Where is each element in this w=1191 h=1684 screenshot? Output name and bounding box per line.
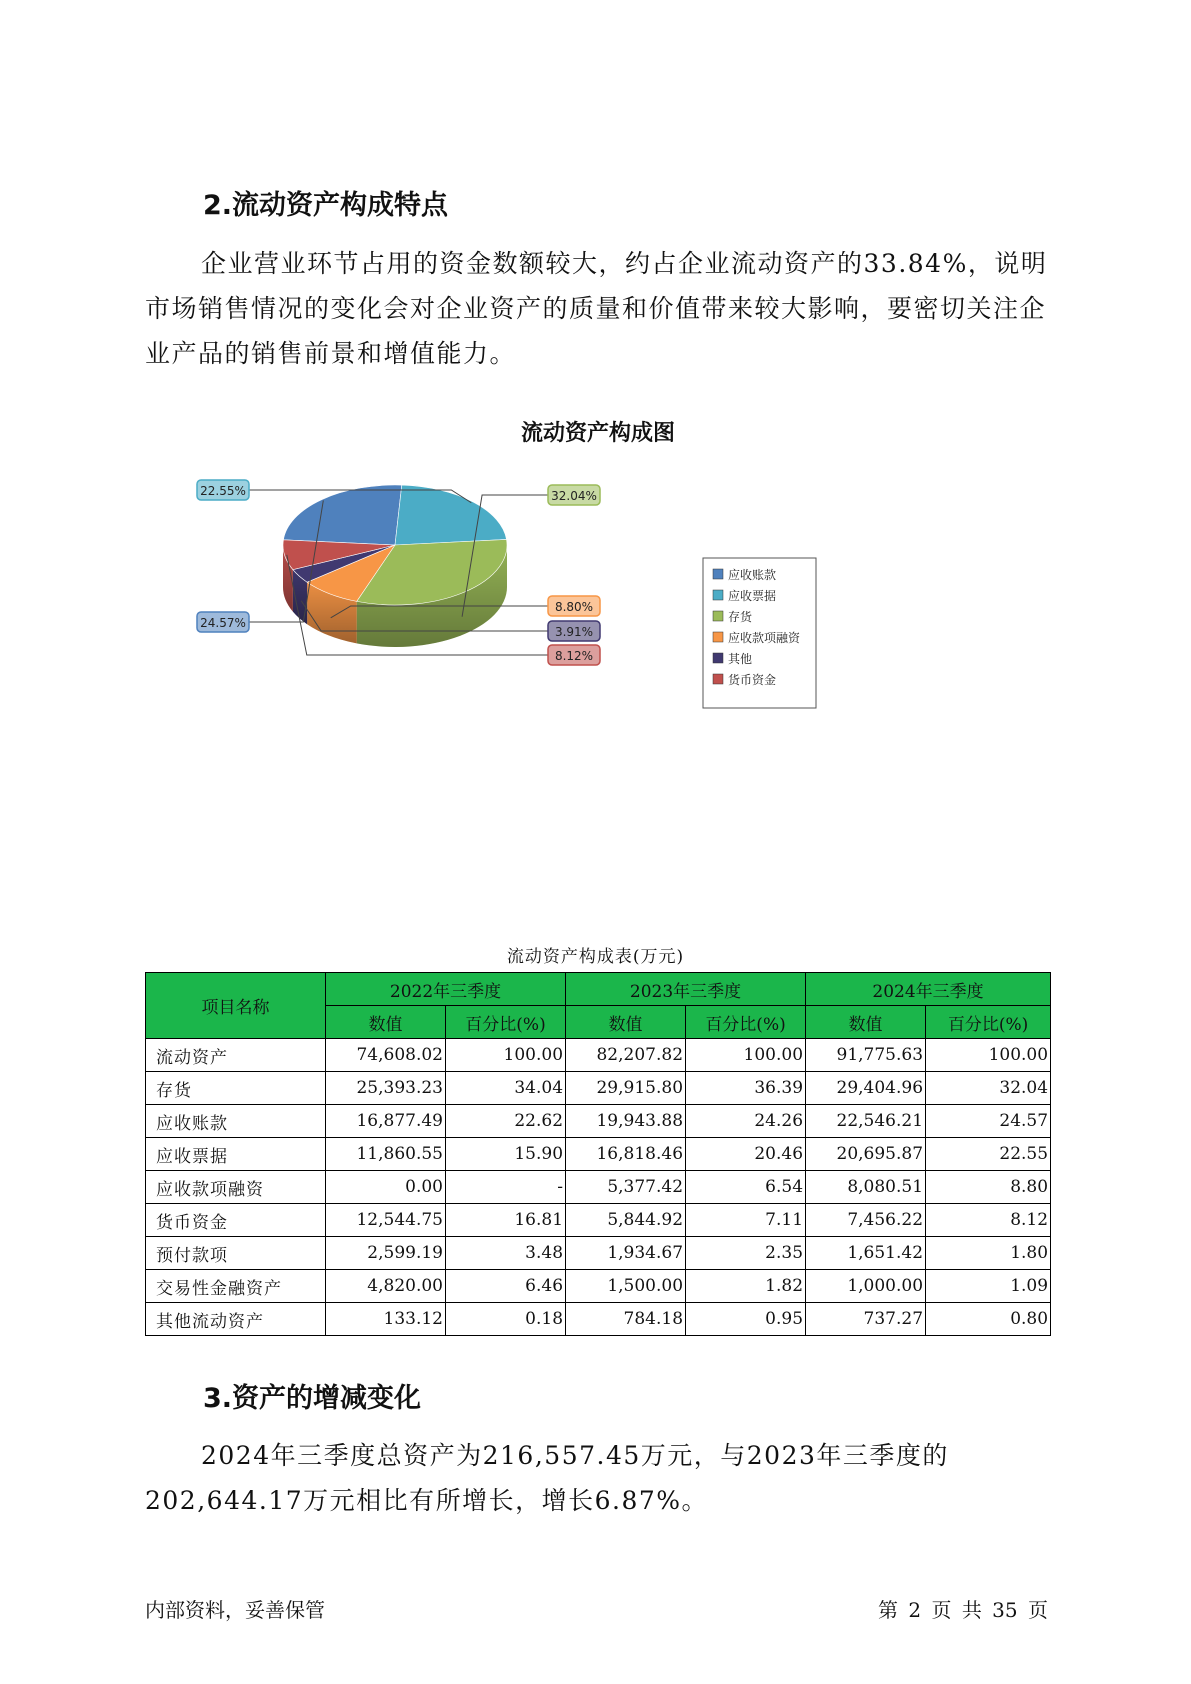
legend-label: 应收款项融资 bbox=[728, 631, 801, 645]
cell-value: 16,818.46 bbox=[566, 1138, 686, 1171]
section-2-heading: 2.流动资产构成特点 bbox=[203, 190, 449, 221]
pie-slice bbox=[395, 485, 507, 545]
table-row bbox=[146, 1171, 1051, 1204]
chart-legend bbox=[703, 558, 816, 708]
pie-data-label: 32.04% bbox=[551, 489, 597, 503]
legend-swatch bbox=[713, 632, 723, 642]
legend-swatch bbox=[713, 569, 723, 579]
footer-page-number: 第 2 页 共 35 页 bbox=[878, 1598, 1048, 1622]
table-row bbox=[146, 1072, 1051, 1105]
section-3-text: 2024年三季度总资产为216,557.45万元，与2023年三季度的202,644.17万元相比有所增长，增长6.87%。 bbox=[145, 1441, 949, 1515]
cell-percent: 6.54 bbox=[686, 1171, 806, 1204]
cell-percent: 2.35 bbox=[686, 1237, 806, 1270]
cell-percent: 6.46 bbox=[446, 1270, 566, 1303]
cell-value: 5,844.92 bbox=[566, 1204, 686, 1237]
header-period-2024: 2024年三季度 bbox=[806, 973, 1051, 1006]
cell-percent: 100.00 bbox=[926, 1039, 1051, 1072]
legend-swatch bbox=[713, 590, 723, 600]
table-caption: 流动资产构成表(万元) bbox=[506, 947, 685, 967]
header-period-2022: 2022年三季度 bbox=[326, 973, 566, 1006]
cell-percent: 32.04 bbox=[926, 1072, 1051, 1105]
row-item-name: 货币资金 bbox=[146, 1204, 326, 1237]
cell-percent: 0.95 bbox=[686, 1303, 806, 1336]
table-row bbox=[146, 1237, 1051, 1270]
cell-value: 4,820.00 bbox=[326, 1270, 446, 1303]
cell-value: 5,377.42 bbox=[566, 1171, 686, 1204]
pie-slice bbox=[283, 485, 401, 545]
legend-label: 货币资金 bbox=[728, 673, 777, 687]
chart-title: 流动资产构成图 bbox=[520, 421, 676, 446]
cell-percent: 34.04 bbox=[446, 1072, 566, 1105]
cell-percent: 22.55 bbox=[926, 1138, 1051, 1171]
cell-value: 19,943.88 bbox=[566, 1105, 686, 1138]
cell-percent: - bbox=[446, 1171, 566, 1204]
header-percent: 百分比(%) bbox=[926, 1006, 1051, 1039]
section-3-paragraph bbox=[145, 1433, 1050, 1523]
cell-value: 91,775.63 bbox=[806, 1039, 926, 1072]
header-value: 数值 bbox=[806, 1006, 926, 1039]
cell-value: 8,080.51 bbox=[806, 1171, 926, 1204]
header-period-2023: 2023年三季度 bbox=[566, 973, 806, 1006]
table-row bbox=[146, 1303, 1051, 1336]
cell-percent: 7.11 bbox=[686, 1204, 806, 1237]
cell-percent: 24.26 bbox=[686, 1105, 806, 1138]
cell-value: 12,544.75 bbox=[326, 1204, 446, 1237]
cell-value: 25,393.23 bbox=[326, 1072, 446, 1105]
cell-percent: 24.57 bbox=[926, 1105, 1051, 1138]
section-2-text: 企业营业环节占用的资金数额较大，约占企业流动资产的33.84%，说明市场销售情况的变化会对企业资产的质量和价值带来较大影响，要密切关注企业产品的销售前景和增值能力。 bbox=[145, 249, 1048, 368]
section-2-paragraph bbox=[145, 241, 1050, 376]
cell-value: 29,915.80 bbox=[566, 1072, 686, 1105]
legend-label: 存货 bbox=[728, 610, 753, 624]
cell-value: 0.00 bbox=[326, 1171, 446, 1204]
current-assets-table bbox=[145, 972, 1051, 1336]
pie-data-label: 24.57% bbox=[200, 616, 246, 630]
pie-data-label: 8.12% bbox=[554, 649, 594, 663]
legend-label: 应收票据 bbox=[728, 589, 777, 603]
cell-value: 1,934.67 bbox=[566, 1237, 686, 1270]
table-row bbox=[146, 1105, 1051, 1138]
cell-value: 784.18 bbox=[566, 1303, 686, 1336]
legend-swatch bbox=[713, 611, 723, 621]
cell-percent: 100.00 bbox=[686, 1039, 806, 1072]
cell-percent: 0.18 bbox=[446, 1303, 566, 1336]
cell-value: 74,608.02 bbox=[326, 1039, 446, 1072]
row-item-name: 预付款项 bbox=[146, 1237, 326, 1270]
footer-confidential: 内部资料，妥善保管 bbox=[145, 1598, 325, 1622]
row-item-name: 交易性金融资产 bbox=[146, 1270, 326, 1303]
pie-chart bbox=[195, 400, 835, 730]
cell-value: 1,500.00 bbox=[566, 1270, 686, 1303]
header-value: 数值 bbox=[566, 1006, 686, 1039]
cell-value: 20,695.87 bbox=[806, 1138, 926, 1171]
cell-value: 2,599.19 bbox=[326, 1237, 446, 1270]
cell-value: 133.12 bbox=[326, 1303, 446, 1336]
cell-percent: 1.09 bbox=[926, 1270, 1051, 1303]
cell-value: 82,207.82 bbox=[566, 1039, 686, 1072]
pie-data-label: 22.55% bbox=[200, 484, 246, 498]
table-row bbox=[146, 1138, 1051, 1171]
table-row bbox=[146, 1204, 1051, 1237]
row-item-name: 应收款项融资 bbox=[146, 1171, 326, 1204]
header-item-name: 项目名称 bbox=[146, 973, 326, 1039]
cell-percent: 8.12 bbox=[926, 1204, 1051, 1237]
row-item-name: 存货 bbox=[146, 1072, 326, 1105]
cell-percent: 1.80 bbox=[926, 1237, 1051, 1270]
cell-percent: 36.39 bbox=[686, 1072, 806, 1105]
row-item-name: 应收票据 bbox=[146, 1138, 326, 1171]
cell-value: 11,860.55 bbox=[326, 1138, 446, 1171]
legend-swatch bbox=[713, 653, 723, 663]
cell-percent: 100.00 bbox=[446, 1039, 566, 1072]
row-item-name: 流动资产 bbox=[146, 1039, 326, 1072]
cell-percent: 8.80 bbox=[926, 1171, 1051, 1204]
cell-percent: 15.90 bbox=[446, 1138, 566, 1171]
legend-swatch bbox=[713, 674, 723, 684]
cell-percent: 22.62 bbox=[446, 1105, 566, 1138]
section-3-heading: 3.资产的增减变化 bbox=[203, 1383, 422, 1414]
header-value: 数值 bbox=[326, 1006, 446, 1039]
cell-percent: 1.82 bbox=[686, 1270, 806, 1303]
header-percent: 百分比(%) bbox=[686, 1006, 806, 1039]
row-item-name: 其他流动资产 bbox=[146, 1303, 326, 1336]
cell-value: 16,877.49 bbox=[326, 1105, 446, 1138]
cell-value: 29,404.96 bbox=[806, 1072, 926, 1105]
cell-percent: 20.46 bbox=[686, 1138, 806, 1171]
cell-percent: 16.81 bbox=[446, 1204, 566, 1237]
pie-data-label: 3.91% bbox=[554, 625, 594, 639]
table-row bbox=[146, 1039, 1051, 1072]
cell-value: 22,546.21 bbox=[806, 1105, 926, 1138]
cell-value: 737.27 bbox=[806, 1303, 926, 1336]
legend-label: 其他 bbox=[728, 652, 753, 666]
cell-value: 1,651.42 bbox=[806, 1237, 926, 1270]
cell-percent: 0.80 bbox=[926, 1303, 1051, 1336]
row-item-name: 应收账款 bbox=[146, 1105, 326, 1138]
header-percent: 百分比(%) bbox=[446, 1006, 566, 1039]
pie-data-label: 8.80% bbox=[554, 600, 594, 614]
legend-label: 应收账款 bbox=[728, 568, 777, 582]
table-row bbox=[146, 1270, 1051, 1303]
cell-value: 7,456.22 bbox=[806, 1204, 926, 1237]
cell-value: 1,000.00 bbox=[806, 1270, 926, 1303]
cell-percent: 3.48 bbox=[446, 1237, 566, 1270]
